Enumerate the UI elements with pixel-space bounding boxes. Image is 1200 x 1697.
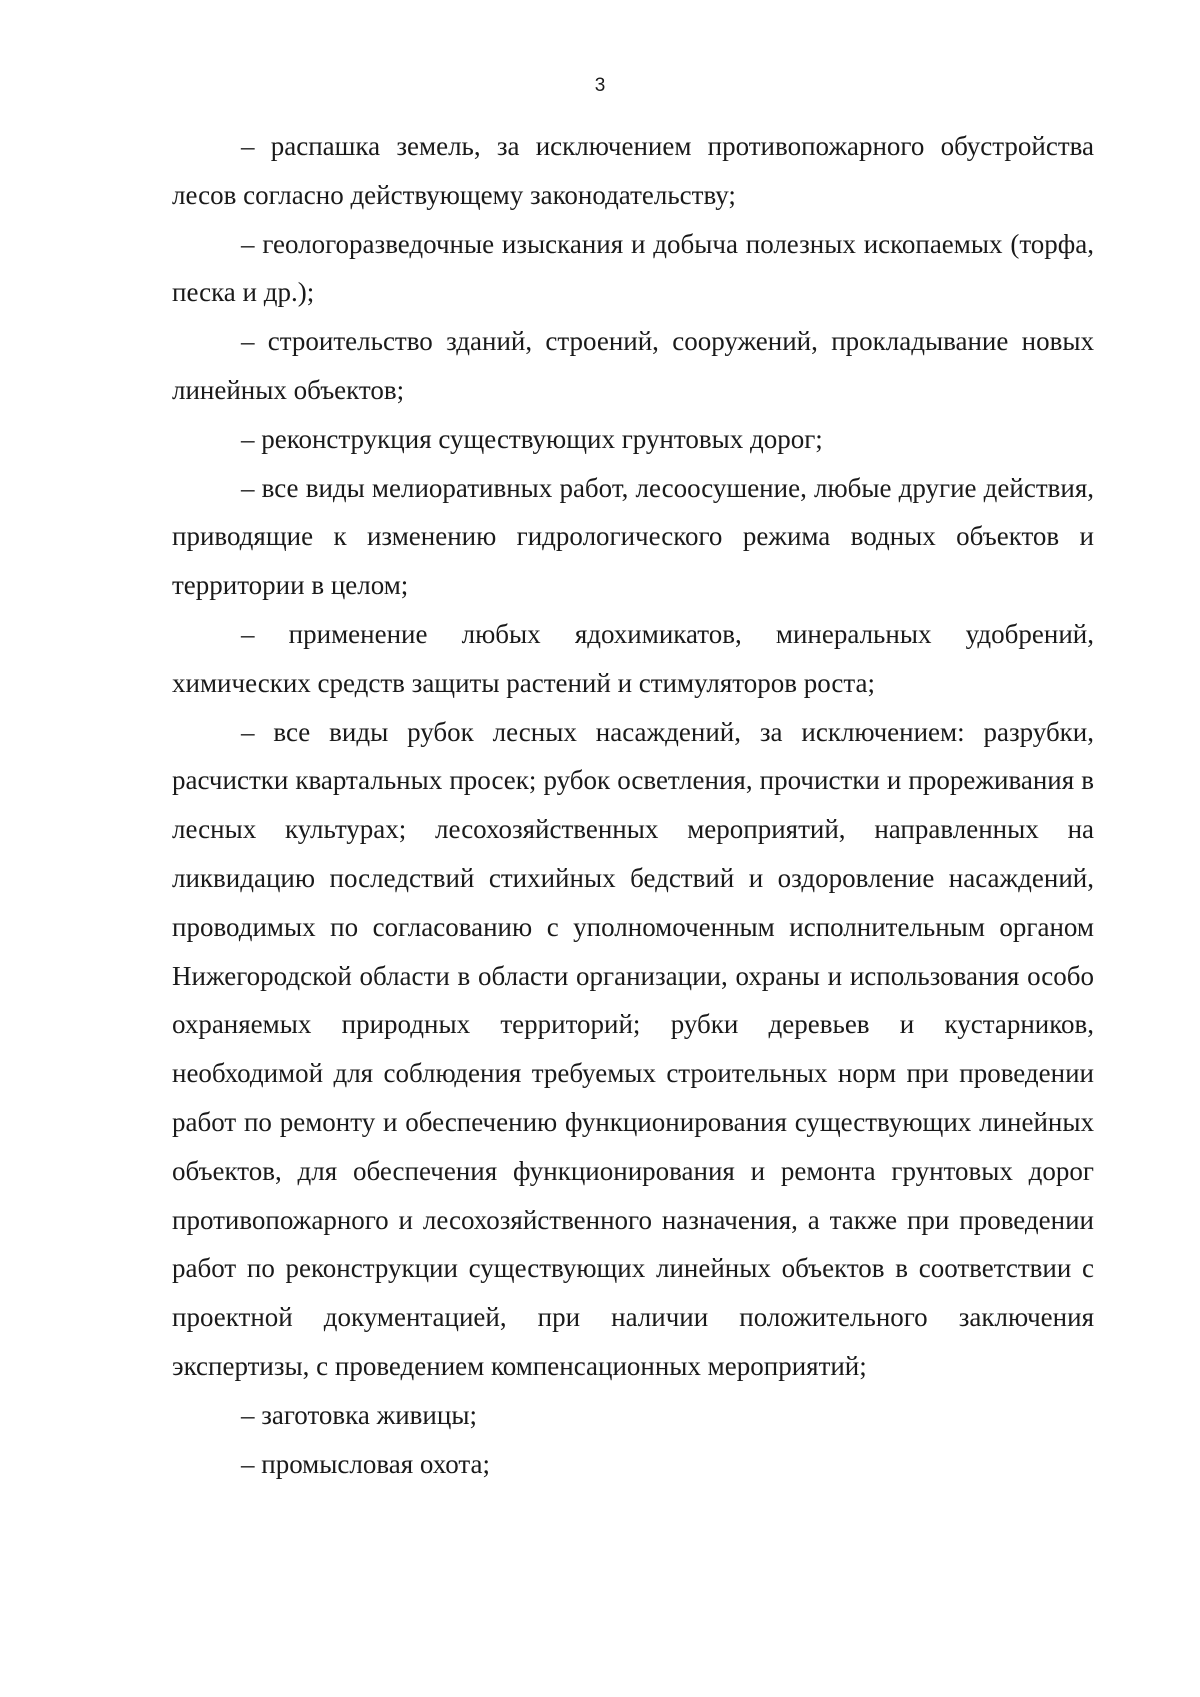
list-item-commercial-hunting: – промысловая охота; [241,1448,490,1479]
list-item-logging: – все виды рубок лесных насаждений, за исключением: разрубки, расчистки квартальных просек; рубок осветления, прочистки и прореживания в лесных культурах; лесохозяйственных мероприятий, направленных на ликвидацию последствий стихийных бедствий и оздоровление насаждений, проводимых по согласованию с уполномоченным исполнительным органом Нижегородской области в области организации, охраны и использования особо охраняемых природных территорий; рубки деревьев и кустарников, необходимой для соблюдения требуемых строительных норм при проведении работ по ремонту и обеспечению функционирования существующих линейных объектов, для обеспечения функционирования и ремонта грунтовых дорог противопожарного и лесохозяйственного назначения, а также при проведении работ по реконструкции существующих линейных объектов в соответствии с проектной документацией, при наличии положительного заключения экспертизы, с проведением компенсационных мероприятий; [172,716,1094,1381]
list-item-chemicals: – применение любых ядохимикатов, минеральных удобрений, химических средств защиты растений и стимуляторов роста; [172,618,1094,698]
list-item-land-plowing: – распашка земель, за исключением противопожарного обустройства лесов согласно действующему законодательству; [172,131,1094,210]
list-item-road-reconstruction: – реконструкция существующих грунтовых дорог; [241,423,823,454]
list-item-geological-exploration: – геологоразведочные изыскания и добыча полезных ископаемых (торфа, песка и др.); [172,228,1094,308]
document-body [172,122,1094,1488]
list-item-land-reclamation: – все виды мелиоративных работ, лесоосушение, любые другие действия, приводящие к изменению гидрологического режима водных объектов и территории в целом; [172,472,1094,601]
list-item-construction: – строительство зданий, строений, сооружений, прокладывание новых линейных объектов; [172,326,1094,405]
list-item-resin-harvesting: – заготовка живицы; [241,1399,477,1430]
page-number: 3 [594,75,606,96]
